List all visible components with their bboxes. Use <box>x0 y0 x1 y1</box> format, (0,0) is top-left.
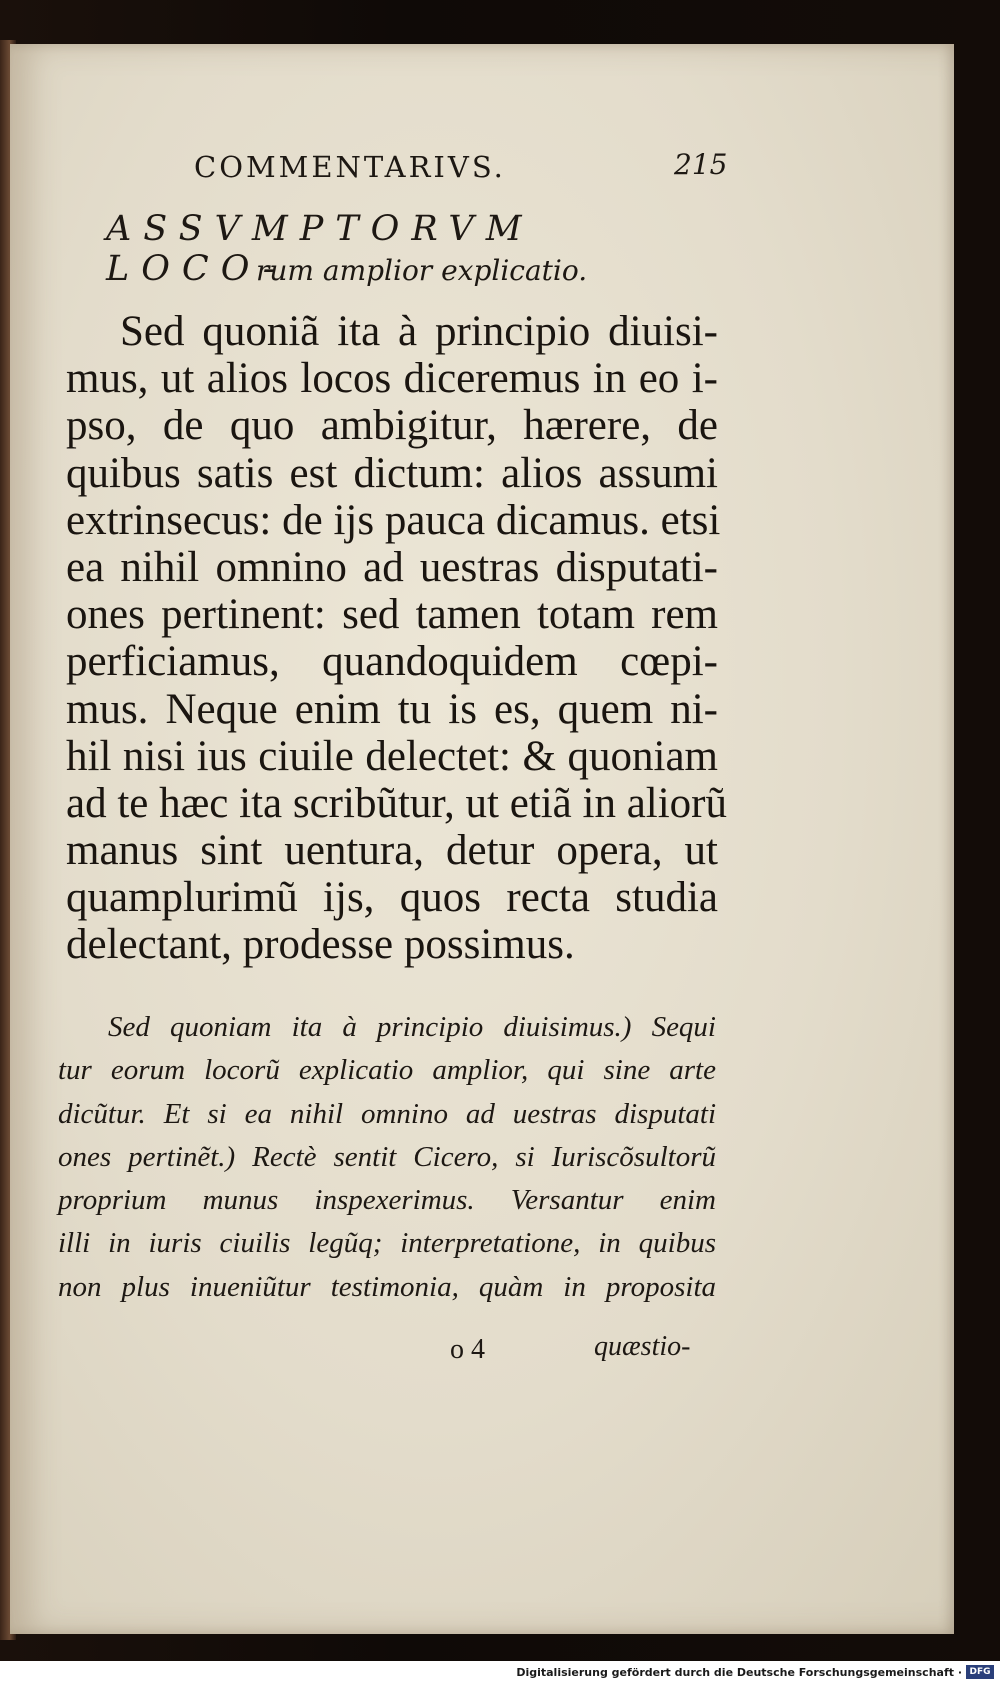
page-number: 215 <box>674 148 728 181</box>
commentary-block <box>58 1006 716 1309</box>
main-text-line: extrinsecus: de ijs pauca dicamus. etsi <box>66 496 721 544</box>
section-subtitle: rum amplior explicatio. <box>256 254 588 287</box>
main-text-line: ea nihil omnino ad uestras disputati- <box>66 543 718 591</box>
running-head: COMMENTARIVS. <box>194 150 506 184</box>
commentary-line: illi in iuris ciuilis legũq; interpretatione, in quibus <box>58 1227 716 1260</box>
main-text-line: hil nisi ius ciuile delectet: & quoniam <box>66 732 718 780</box>
commentary-line: proprium munus inspexerimus. Versantur enim <box>58 1184 716 1217</box>
main-text-line: ad te hæc ita scribũtur, ut etiã in aliorũ <box>66 779 727 827</box>
commentary-line: tur eorum locorũ explicatio amplior, qui sine arte <box>58 1054 716 1087</box>
catchword: quæstio- <box>594 1331 691 1362</box>
main-text-line: quibus satis est dictum: alios assumi <box>66 449 718 497</box>
main-text-line: mus, ut alios locos diceremus in eo i- <box>66 355 718 403</box>
commentary-line: ones pertinẽt.) Rectè sentit Cicero, si Iuriscõsultorũ <box>58 1140 716 1173</box>
page-content <box>10 44 954 1634</box>
main-text-line: delectant, prodesse possimus. <box>66 921 575 969</box>
dfg-logo-icon: DFG <box>966 1665 994 1679</box>
commentary-line: non plus inueniũtur testimonia, quàm in proposita <box>58 1270 716 1303</box>
signature-mark: o 4 <box>450 1334 485 1365</box>
main-text-line: quamplurimũ ijs, quos recta studia <box>66 874 718 922</box>
footer-credit: Digitalisierung gefördert durch die Deutsche Forschungsgemeinschaft · <box>516 1666 962 1679</box>
commentary-line: Sed quoniam ita à principio diuisimus.) Sequi <box>108 1011 716 1043</box>
main-text-line: manus sint uentura, detur opera, ut <box>66 827 718 875</box>
main-text-line: ones pertinent: sed tamen totam rem <box>66 591 718 639</box>
main-text-block <box>66 308 727 969</box>
main-text-line: Sed quoniã ita à principio diuisi- <box>120 308 718 355</box>
book-page <box>10 44 954 1634</box>
section-title: ASSVMPTORVM LOCO- <box>106 209 534 289</box>
commentary-line: dicũtur. Et si ea nihil omnino ad uestras disputati <box>58 1097 716 1130</box>
main-text-line: mus. Neque enim tu is es, quem ni- <box>66 685 718 733</box>
main-text-line: pso, de quo ambigitur, hærere, de <box>66 402 718 450</box>
main-text-line: perficiamus, quandoquidem cœpi- <box>66 638 718 686</box>
